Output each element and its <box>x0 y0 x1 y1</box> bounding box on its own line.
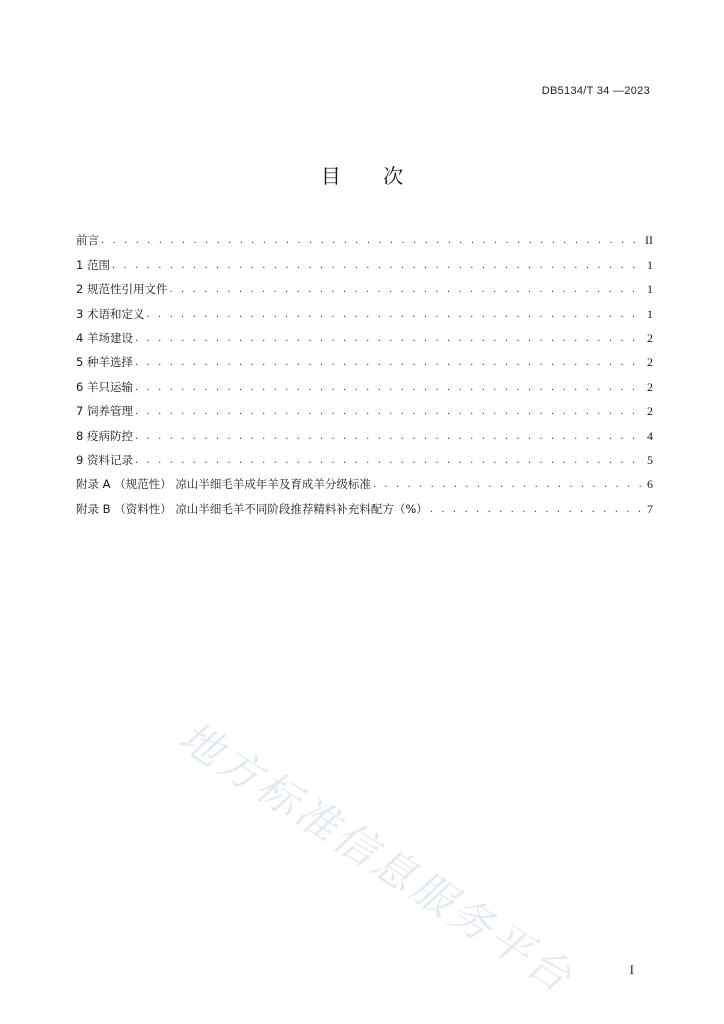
toc-entry-page: II <box>645 233 653 248</box>
toc-entry-page: 2 <box>647 379 653 394</box>
toc-entry-label: 4 羊场建设 <box>76 330 133 345</box>
toc-entry-page: 7 <box>647 501 653 516</box>
toc-entry-page: 2 <box>647 330 653 345</box>
toc-leader-dots <box>101 234 641 248</box>
toc-entry-label: 8 疫病防控 <box>76 428 133 443</box>
toc-entry-label: 附录 A （规范性） 凉山半细毛羊成年羊及育成羊分级标准 <box>76 477 371 492</box>
toc-entry-label: 前言 <box>76 233 99 248</box>
toc-entry-terms-definitions[interactable] <box>76 297 653 321</box>
toc-leader-dots <box>146 308 641 322</box>
toc-leader-dots <box>135 454 641 468</box>
toc-entry-appendix-b[interactable] <box>76 492 653 516</box>
toc-entry-page: 2 <box>647 355 653 370</box>
toc-entry-foreword[interactable] <box>76 224 653 248</box>
toc-entry-records[interactable] <box>76 444 653 468</box>
toc-leader-dots <box>135 332 641 346</box>
toc-leader-dots <box>373 478 641 492</box>
toc-leader-dots <box>112 259 641 273</box>
toc-leader-dots <box>135 405 641 419</box>
toc-leader-dots <box>135 381 641 395</box>
toc-entry-page: 1 <box>647 257 653 272</box>
toc-entry-page: 6 <box>647 477 653 492</box>
toc-entry-label: 1 范围 <box>76 257 110 272</box>
toc-entry-breeding-selection[interactable] <box>76 346 653 370</box>
document-code: DB5134/T 34 —2023 <box>541 85 650 97</box>
toc-entry-page: 5 <box>647 452 653 467</box>
table-of-contents <box>76 224 653 517</box>
toc-entry-label: 3 术语和定义 <box>76 306 145 321</box>
toc-entry-page: 2 <box>647 404 653 419</box>
toc-leader-dots <box>135 356 641 370</box>
toc-entry-label: 附录 B （资料性） 凉山半细毛羊不同阶段推荐精料补充料配方（%） <box>76 501 428 516</box>
toc-entry-label: 9 资料记录 <box>76 452 133 467</box>
page-title: 目 次 <box>320 164 422 188</box>
toc-entry-page: 4 <box>647 428 653 443</box>
toc-entry-farm-construction[interactable] <box>76 322 653 346</box>
toc-entry-page: 1 <box>647 282 653 297</box>
page-number: I <box>629 962 634 977</box>
toc-entry-normative-references[interactable] <box>76 273 653 297</box>
toc-leader-dots <box>135 430 641 444</box>
toc-entry-feeding-management[interactable] <box>76 395 653 419</box>
toc-entry-scope[interactable] <box>76 248 653 272</box>
toc-leader-dots <box>430 503 641 517</box>
watermark-text: 地方标准信息服务平台 <box>170 711 583 1004</box>
toc-leader-dots <box>169 283 641 297</box>
toc-entry-label: 7 饲养管理 <box>76 404 133 419</box>
toc-entry-label: 5 种羊选择 <box>76 355 133 370</box>
toc-entry-appendix-a[interactable] <box>76 468 653 492</box>
toc-entry-disease-control[interactable] <box>76 419 653 443</box>
toc-entry-label: 6 羊只运输 <box>76 379 133 394</box>
toc-entry-page: 1 <box>647 306 653 321</box>
toc-entry-transport[interactable] <box>76 370 653 394</box>
toc-entry-label: 2 规范性引用文件 <box>76 282 168 297</box>
